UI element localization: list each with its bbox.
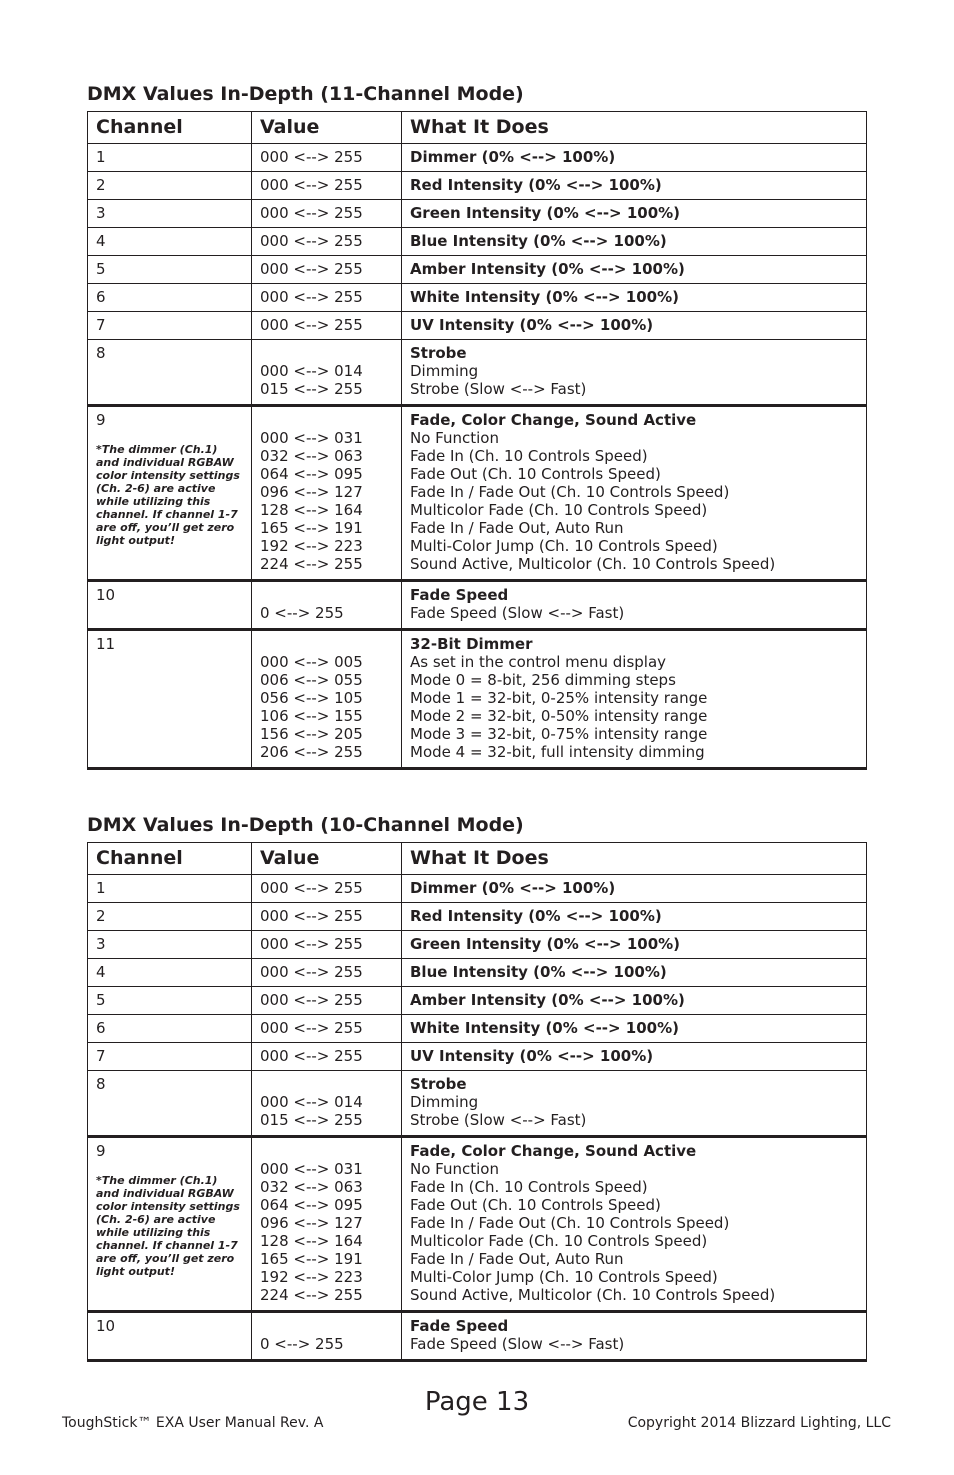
function-cell: Green Intensity (0% <--> 100%) [402, 200, 867, 228]
value-cell: 000 <--> 255 [252, 172, 402, 200]
table-row [88, 284, 867, 312]
function-description: Fade Out (Ch. 10 Controls Speed) [410, 465, 661, 483]
function-description: No Function [410, 1160, 499, 1178]
table-row [88, 312, 867, 340]
value-cell: 000 <--> 255 [252, 1043, 402, 1071]
value-range: 064 <--> 095 [260, 1196, 363, 1214]
value-range: 192 <--> 223 [260, 1268, 363, 1286]
function-cell: Blue Intensity (0% <--> 100%) [402, 228, 867, 256]
function-heading: Strobe [410, 1075, 467, 1093]
column-header: Channel [88, 112, 252, 144]
value-cell: 000 <--> 255 [252, 200, 402, 228]
column-header: Value [252, 843, 402, 875]
function-heading: Strobe [410, 344, 467, 362]
table-row [88, 1137, 867, 1312]
value-cell: 000 <--> 255 [252, 875, 402, 903]
channel-cell: 2 [88, 903, 252, 931]
channel-cell: 6 [88, 284, 252, 312]
function-cell: UV Intensity (0% <--> 100%) [402, 312, 867, 340]
function-heading: Fade Speed [410, 586, 509, 604]
column-header: Channel [88, 843, 252, 875]
function-cell [402, 1312, 867, 1361]
value-cell [252, 581, 402, 630]
function-description: No Function [410, 429, 499, 447]
channel-cell [88, 581, 252, 630]
value-cell: 000 <--> 255 [252, 256, 402, 284]
function-cell: UV Intensity (0% <--> 100%) [402, 1043, 867, 1071]
value-cell [252, 1137, 402, 1312]
value-range: 206 <--> 255 [260, 743, 363, 761]
function-description: Mode 2 = 32-bit, 0-50% intensity range [410, 707, 708, 725]
function-description: Multicolor Fade (Ch. 10 Controls Speed) [410, 501, 708, 519]
function-cell: Blue Intensity (0% <--> 100%) [402, 959, 867, 987]
function-cell: Red Intensity (0% <--> 100%) [402, 172, 867, 200]
table-row [88, 1071, 867, 1137]
channel-cell: 5 [88, 987, 252, 1015]
channel-cell [88, 406, 252, 581]
value-cell: 000 <--> 255 [252, 228, 402, 256]
function-cell [402, 630, 867, 769]
table-row [88, 581, 867, 630]
channel-number: 10 [96, 1317, 116, 1335]
value-range: 056 <--> 105 [260, 689, 363, 707]
value-range: 096 <--> 127 [260, 1214, 363, 1232]
function-description: Fade Speed (Slow <--> Fast) [410, 1335, 625, 1353]
value-range: 224 <--> 255 [260, 555, 363, 573]
table2-title: DMX Values In-Depth (10-Channel Mode) [87, 814, 524, 836]
channel-cell: 2 [88, 172, 252, 200]
table-row [88, 340, 867, 406]
table-row [88, 630, 867, 769]
footer-manual-title: ToughStick™ EXA User Manual Rev. A [62, 1415, 324, 1431]
value-range: 064 <--> 095 [260, 465, 363, 483]
dmx-table-11ch [87, 111, 867, 770]
function-description: Strobe (Slow <--> Fast) [410, 380, 587, 398]
function-cell [402, 1137, 867, 1312]
table-row [88, 959, 867, 987]
channel-number: 9 [96, 1142, 106, 1160]
function-description: Multicolor Fade (Ch. 10 Controls Speed) [410, 1232, 708, 1250]
dmx-table-10ch [87, 842, 867, 1362]
table-row [88, 875, 867, 903]
channel-note: *The dimmer (Ch.1) and individual RGBAW color intensity settings (Ch. 2-6) are active while utilizing this channel. If channel 1-7 are off, you’ll get zero light output! [96, 1174, 240, 1278]
value-cell: 000 <--> 255 [252, 959, 402, 987]
value-range: 000 <--> 031 [260, 1160, 363, 1178]
value-range: 156 <--> 205 [260, 725, 363, 743]
function-description: As set in the control menu display [410, 653, 667, 671]
function-description: Fade Out (Ch. 10 Controls Speed) [410, 1196, 661, 1214]
channel-cell: 7 [88, 1043, 252, 1071]
function-description: Mode 0 = 8-bit, 256 dimming steps [410, 671, 676, 689]
page-number: Page 13 [424, 1387, 530, 1417]
value-range: 015 <--> 255 [260, 1111, 363, 1129]
value-cell: 000 <--> 255 [252, 931, 402, 959]
value-range: 0 <--> 255 [260, 1335, 344, 1353]
value-range: 128 <--> 164 [260, 1232, 363, 1250]
value-cell: 000 <--> 255 [252, 987, 402, 1015]
value-range: 192 <--> 223 [260, 537, 363, 555]
value-range: 000 <--> 031 [260, 429, 363, 447]
table-row [88, 1312, 867, 1361]
function-cell: Dimmer (0% <--> 100%) [402, 144, 867, 172]
function-cell: Amber Intensity (0% <--> 100%) [402, 256, 867, 284]
table-row [88, 200, 867, 228]
value-cell [252, 1312, 402, 1361]
table-header-row [88, 112, 867, 144]
function-description: Mode 3 = 32-bit, 0-75% intensity range [410, 725, 708, 743]
channel-cell: 4 [88, 228, 252, 256]
channel-cell: 4 [88, 959, 252, 987]
column-header: Value [252, 112, 402, 144]
function-description: Multi-Color Jump (Ch. 10 Controls Speed) [410, 1268, 718, 1286]
function-description: Fade In / Fade Out, Auto Run [410, 519, 624, 537]
function-heading: Fade, Color Change, Sound Active [410, 1142, 697, 1160]
column-header: What It Does [402, 843, 867, 875]
channel-cell [88, 1137, 252, 1312]
channel-number: 8 [96, 344, 106, 362]
value-cell: 000 <--> 255 [252, 144, 402, 172]
function-cell [402, 340, 867, 406]
channel-cell: 3 [88, 200, 252, 228]
column-header: What It Does [402, 112, 867, 144]
value-cell [252, 340, 402, 406]
function-description: Strobe (Slow <--> Fast) [410, 1111, 587, 1129]
function-description: Fade Speed (Slow <--> Fast) [410, 604, 625, 622]
value-range: 165 <--> 191 [260, 1250, 363, 1268]
table-row [88, 144, 867, 172]
table-row [88, 172, 867, 200]
channel-note: *The dimmer (Ch.1) and individual RGBAW color intensity settings (Ch. 2-6) are active while utilizing this channel. If channel 1-7 are off, you’ll get zero light output! [96, 443, 240, 547]
value-cell: 000 <--> 255 [252, 284, 402, 312]
value-range: 165 <--> 191 [260, 519, 363, 537]
channel-cell: 7 [88, 312, 252, 340]
function-description: Fade In / Fade Out, Auto Run [410, 1250, 624, 1268]
table-row [88, 931, 867, 959]
channel-cell [88, 1312, 252, 1361]
function-cell: White Intensity (0% <--> 100%) [402, 1015, 867, 1043]
table-row [88, 987, 867, 1015]
value-range: 128 <--> 164 [260, 501, 363, 519]
value-cell [252, 1071, 402, 1137]
value-range: 032 <--> 063 [260, 1178, 363, 1196]
table-row [88, 256, 867, 284]
function-cell: Red Intensity (0% <--> 100%) [402, 903, 867, 931]
function-description: Dimming [410, 362, 479, 380]
table-row [88, 228, 867, 256]
value-range: 106 <--> 155 [260, 707, 363, 725]
value-range: 000 <--> 005 [260, 653, 363, 671]
channel-number: 9 [96, 411, 106, 429]
value-range: 006 <--> 055 [260, 671, 363, 689]
value-cell [252, 406, 402, 581]
function-heading: Fade Speed [410, 1317, 509, 1335]
function-cell: Dimmer (0% <--> 100%) [402, 875, 867, 903]
function-cell: Green Intensity (0% <--> 100%) [402, 931, 867, 959]
channel-number: 8 [96, 1075, 106, 1093]
table-row [88, 903, 867, 931]
function-heading: Fade, Color Change, Sound Active [410, 411, 697, 429]
function-cell [402, 406, 867, 581]
table-header-row [88, 843, 867, 875]
channel-number: 11 [96, 635, 116, 653]
function-description: Sound Active, Multicolor (Ch. 10 Controls Speed) [410, 1286, 776, 1304]
value-range: 015 <--> 255 [260, 380, 363, 398]
function-description: Fade In (Ch. 10 Controls Speed) [410, 1178, 648, 1196]
function-description: Mode 1 = 32-bit, 0-25% intensity range [410, 689, 708, 707]
channel-cell: 1 [88, 875, 252, 903]
function-cell [402, 581, 867, 630]
table1-title: DMX Values In-Depth (11-Channel Mode) [87, 83, 524, 105]
footer-copyright: Copyright 2014 Blizzard Lighting, LLC [627, 1415, 891, 1431]
value-cell [252, 630, 402, 769]
value-range: 096 <--> 127 [260, 483, 363, 501]
channel-cell: 6 [88, 1015, 252, 1043]
function-description: Fade In / Fade Out (Ch. 10 Controls Speed) [410, 1214, 730, 1232]
value-range: 000 <--> 014 [260, 1093, 363, 1111]
function-cell: White Intensity (0% <--> 100%) [402, 284, 867, 312]
channel-cell: 5 [88, 256, 252, 284]
channel-cell [88, 340, 252, 406]
function-description: Sound Active, Multicolor (Ch. 10 Controls Speed) [410, 555, 776, 573]
table-row [88, 1015, 867, 1043]
function-description: Dimming [410, 1093, 479, 1111]
value-cell: 000 <--> 255 [252, 312, 402, 340]
function-description: Multi-Color Jump (Ch. 10 Controls Speed) [410, 537, 718, 555]
function-cell: Amber Intensity (0% <--> 100%) [402, 987, 867, 1015]
channel-cell [88, 630, 252, 769]
value-range: 0 <--> 255 [260, 604, 344, 622]
channel-cell [88, 1071, 252, 1137]
channel-cell: 1 [88, 144, 252, 172]
table-row [88, 1043, 867, 1071]
value-cell: 000 <--> 255 [252, 903, 402, 931]
function-description: Fade In (Ch. 10 Controls Speed) [410, 447, 648, 465]
function-heading: 32-Bit Dimmer [410, 635, 533, 653]
value-cell: 000 <--> 255 [252, 1015, 402, 1043]
function-description: Mode 4 = 32-bit, full intensity dimming [410, 743, 705, 761]
channel-number: 10 [96, 586, 116, 604]
function-description: Fade In / Fade Out (Ch. 10 Controls Speed) [410, 483, 730, 501]
channel-cell: 3 [88, 931, 252, 959]
function-cell [402, 1071, 867, 1137]
value-range: 000 <--> 014 [260, 362, 363, 380]
table-row [88, 406, 867, 581]
value-range: 224 <--> 255 [260, 1286, 363, 1304]
value-range: 032 <--> 063 [260, 447, 363, 465]
